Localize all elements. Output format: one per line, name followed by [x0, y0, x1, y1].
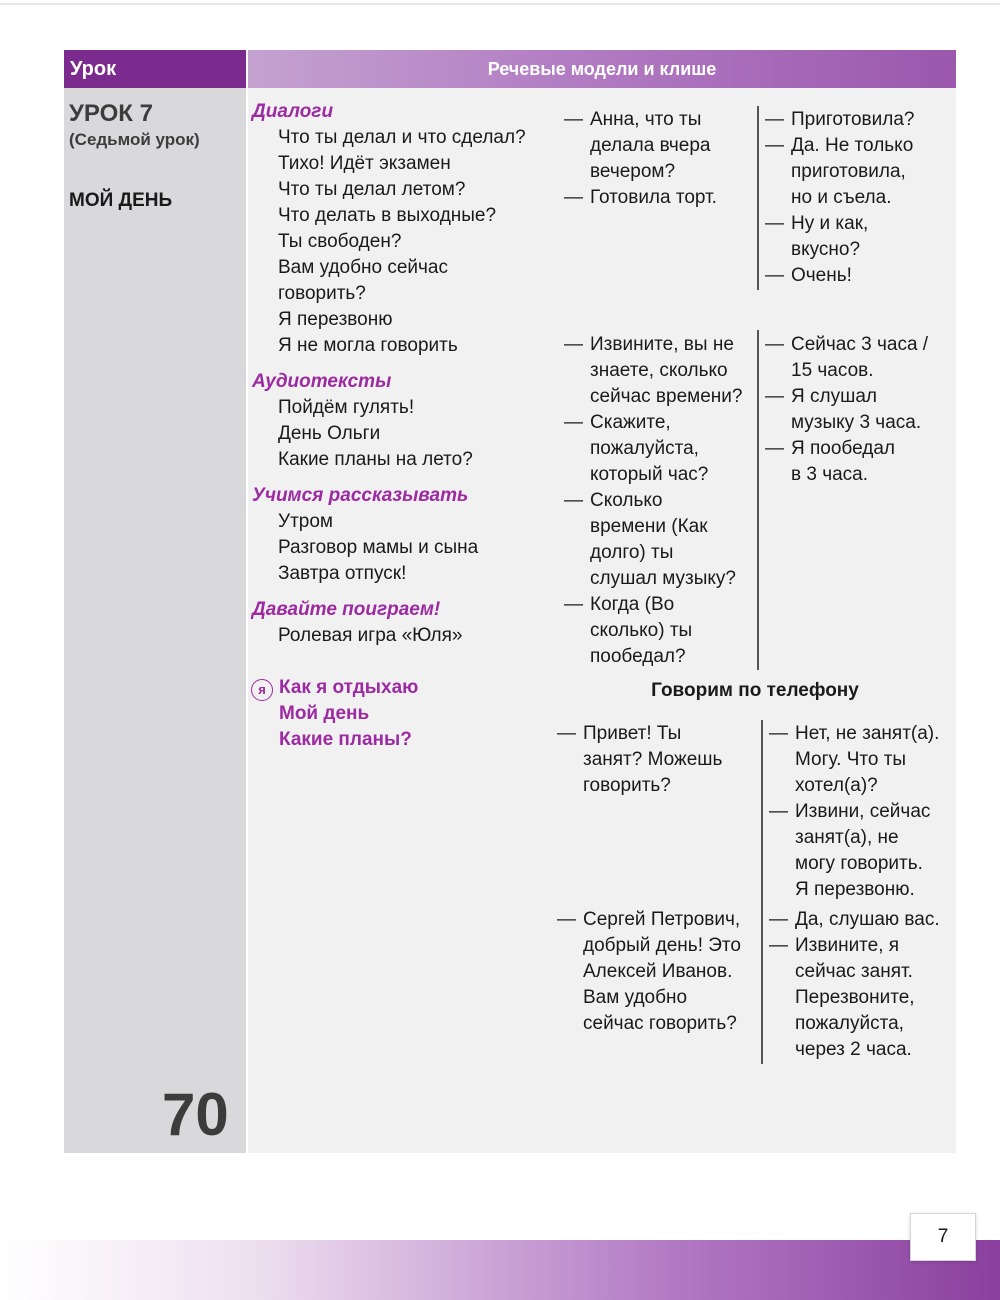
dialog-line: пожалуйста, — [795, 1013, 904, 1034]
dialog-reply: — Извини, сейчас — [769, 799, 939, 825]
dialog-line: делала вчера — [590, 135, 711, 156]
dialog-line: хотел(а)? — [795, 775, 878, 796]
dialog-line: знаете, сколько — [590, 360, 728, 381]
dialog-line: времени (Как — [590, 516, 708, 537]
dialog-block-3-left — [557, 721, 722, 799]
dialog-line: Могу. Что ты — [795, 749, 907, 770]
top-divider — [0, 3, 1000, 5]
dialog-block-2-left — [564, 332, 742, 670]
dialogs-list — [278, 125, 526, 359]
dialog-line: Перезвоните, — [795, 987, 915, 1008]
header-lesson: Урок — [64, 50, 246, 88]
lesson-title: УРОК 7 — [69, 100, 153, 127]
dialog-reply: — Скажите, — [564, 410, 742, 436]
list-item: Я не могла говорить — [278, 335, 458, 356]
dialog-line: приготовила, — [791, 161, 906, 182]
list-item: Мой день — [279, 703, 370, 724]
dialog-reply: — Привет! Ты — [557, 721, 722, 747]
list-item: Ты свободен? — [278, 231, 402, 252]
dialog-block-1-right — [765, 107, 914, 289]
dialog-reply: — Нет, не занят(а). — [769, 721, 939, 747]
list-item: Какие планы на лето? — [278, 449, 473, 470]
list-item: Что ты делал летом? — [278, 179, 466, 200]
dialog-line: сейчас времени? — [590, 386, 743, 407]
dialog-reply: — Ну и как, — [765, 211, 914, 237]
list-item: говорить? — [278, 283, 366, 304]
section-heading-dialogs: Диалоги — [252, 101, 334, 122]
ya-list — [279, 675, 418, 753]
section-heading-play: Давайте поиграем! — [252, 599, 441, 620]
ya-icon: я — [251, 679, 273, 701]
dialog-reply: — Я слушал — [765, 384, 928, 410]
dialog-line: 15 часов. — [791, 360, 874, 381]
play-list — [278, 623, 462, 649]
list-item: Завтра отпуск! — [278, 563, 407, 584]
dialog-line: через 2 часа. — [795, 1039, 912, 1060]
dialog-line: музыку 3 часа. — [791, 412, 922, 433]
dialog-reply: — Извините, я — [769, 933, 940, 959]
list-item: Что делать в выходные? — [278, 205, 497, 226]
footer-gradient-band — [0, 1240, 1000, 1300]
dialog-reply: — Очень! — [765, 263, 914, 289]
dialog-line: сейчас занят. — [795, 961, 913, 982]
list-item: Что ты делал и что сделал? — [278, 127, 526, 148]
dialog-reply: — Да, слушаю вас. — [769, 907, 940, 933]
dialog-reply: — Готовила торт. — [564, 185, 717, 211]
dialog-line: сколько) ты — [590, 620, 693, 641]
lesson-column — [64, 88, 246, 1153]
list-item: Как я отдыхаю — [279, 677, 419, 698]
list-item: Ролевая игра «Юля» — [278, 625, 463, 646]
phone-section-title: Говорим по телефону — [651, 680, 859, 701]
divider-2 — [757, 330, 759, 670]
lesson-topic: МОЙ ДЕНЬ — [69, 190, 173, 211]
list-item: Какие планы? — [279, 729, 412, 750]
dialog-line: вечером? — [590, 161, 676, 182]
dialog-reply: — Сколько — [564, 488, 742, 514]
dialog-line: Алексей Иванов. — [583, 961, 733, 982]
list-item: Тихо! Идёт экзамен — [278, 153, 451, 174]
section-heading-audio: Аудиотексты — [252, 371, 392, 392]
dialog-line: который час? — [590, 464, 709, 485]
list-item: День Ольги — [278, 423, 381, 444]
lesson-subtitle: (Седьмой урок) — [69, 130, 200, 149]
dialog-reply: — Анна, что ты — [564, 107, 717, 133]
dialog-line: добрый день! Это — [583, 935, 741, 956]
dialog-reply: — Я пообедал — [765, 436, 928, 462]
textbook-page-number: 70 — [162, 1081, 229, 1148]
dialog-reply: — Сейчас 3 часа / — [765, 332, 928, 358]
list-item: Я перезвоню — [278, 309, 393, 330]
divider-1 — [757, 106, 759, 290]
tell-list — [278, 509, 478, 587]
list-item: Утром — [278, 511, 333, 532]
dialog-line: пообедал? — [590, 646, 686, 667]
dialog-block-4-right — [769, 907, 940, 1063]
dialog-line: пожалуйста, — [590, 438, 699, 459]
list-item: Разговор мамы и сына — [278, 537, 479, 558]
dialog-line: сейчас говорить? — [583, 1013, 737, 1034]
dialog-line: говорить? — [583, 775, 671, 796]
dialog-line: могу говорить. — [795, 853, 923, 874]
dialog-reply: — Приготовила? — [765, 107, 914, 133]
dialog-block-4-left — [557, 907, 741, 1037]
dialog-line: занят? Можешь — [583, 749, 723, 770]
dialog-block-2-right — [765, 332, 928, 488]
dialog-line: Я перезвоню. — [795, 879, 915, 900]
page-number: 7 — [910, 1213, 976, 1261]
header-speech-models: Речевые модели и клише — [248, 50, 956, 88]
dialog-line: долго) ты — [590, 542, 674, 563]
dialog-block-1-left — [564, 107, 717, 211]
list-item: Пойдём гулять! — [278, 397, 415, 418]
dialog-reply: — Сергей Петрович, — [557, 907, 741, 933]
dialog-line: слушал музыку? — [590, 568, 736, 589]
dialog-reply: — Да. Не только — [765, 133, 914, 159]
list-item: Вам удобно сейчас — [278, 257, 448, 278]
divider-3 — [761, 720, 763, 1064]
dialog-line: но и съела. — [791, 187, 892, 208]
dialog-line: Вам удобно — [583, 987, 688, 1008]
dialog-line: вкусно? — [791, 239, 861, 260]
dialog-line: занят(а), не — [795, 827, 899, 848]
dialog-block-3-right — [769, 721, 939, 903]
audio-list — [278, 395, 473, 473]
dialog-reply: — Когда (Во — [564, 592, 742, 618]
dialog-reply: — Извините, вы не — [564, 332, 742, 358]
section-heading-tell: Учимся рассказывать — [252, 485, 469, 506]
dialog-line: в 3 часа. — [791, 464, 869, 485]
